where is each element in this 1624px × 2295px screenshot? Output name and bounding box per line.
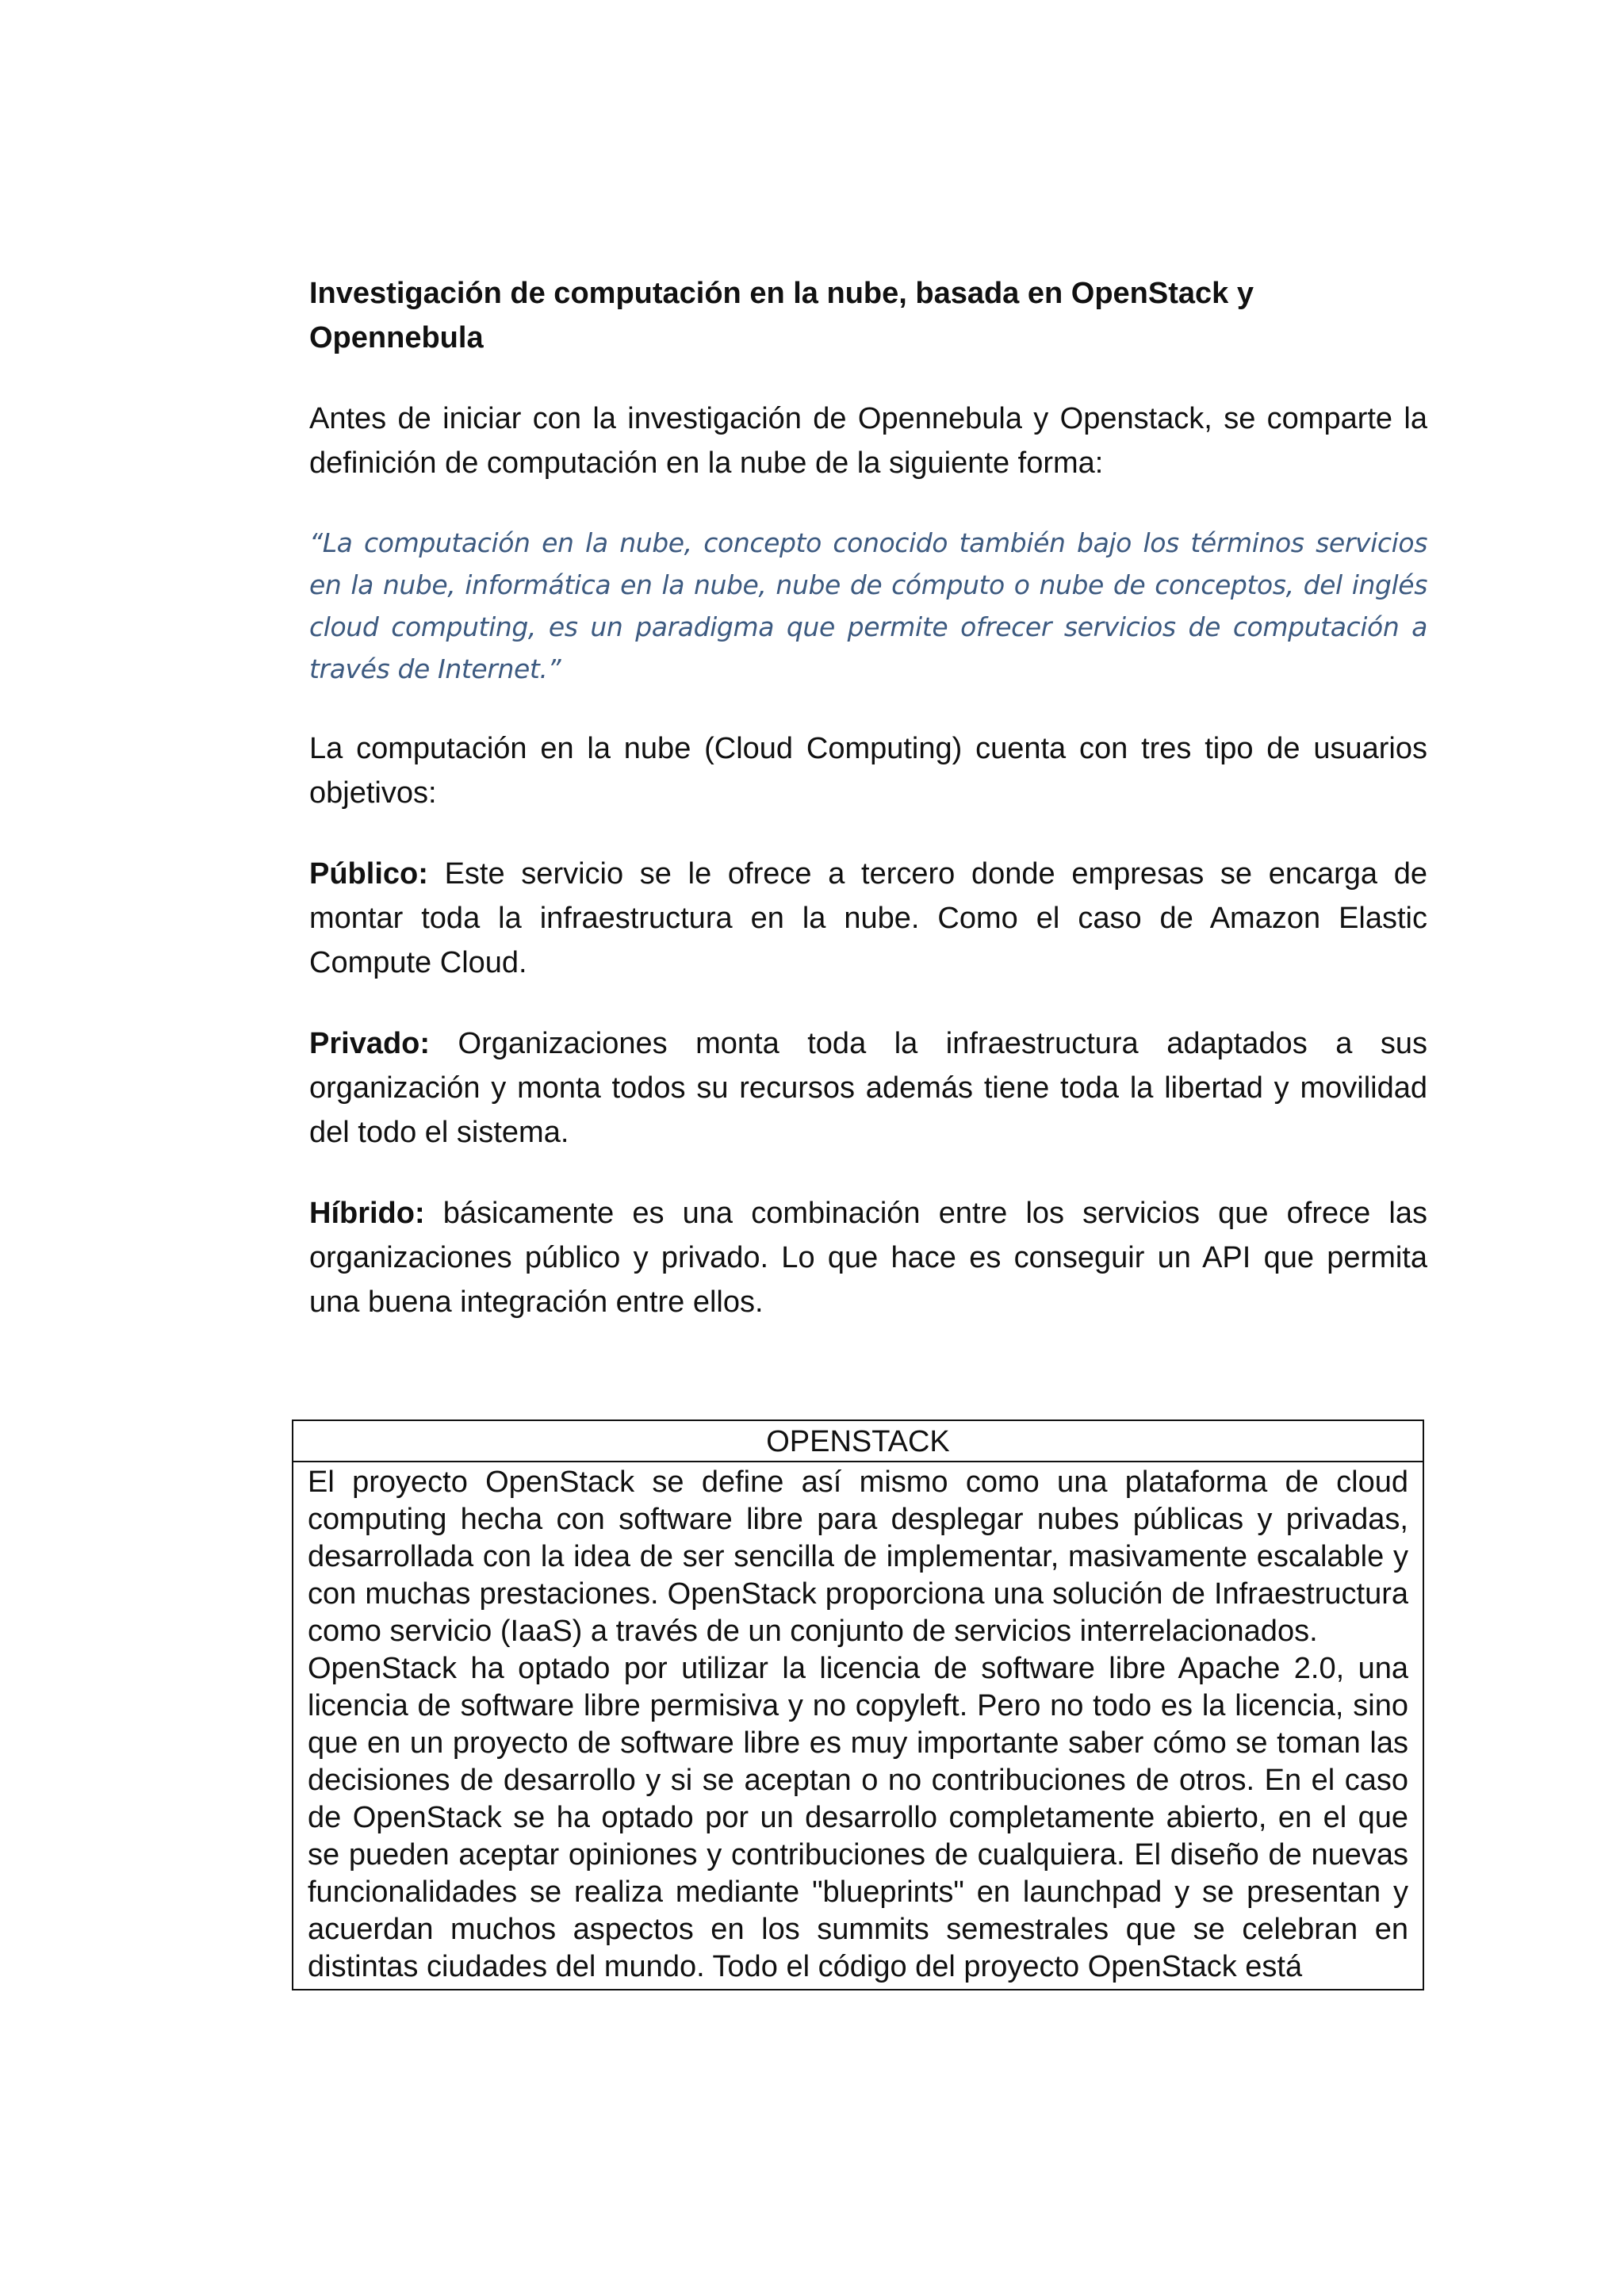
table-paragraph: OpenStack ha optado por utilizar la licencia de software libre Apache 2.0, una licencia de software libre permisiva y no copyleft. Pero no todo es la licencia, sino que en un proyecto de software libre es muy importante saber cómo se toman las decisiones de desarrollo y si se aceptan o no contribuciones de otros. En el caso de OpenStack se ha optado por un desarrollo completamente abierto, en el que se pueden aceptar opiniones y contribuciones de cualquiera. El diseño de nuevas funcionalidades se realiza mediante "blueprints" en launchpad y se presentan y acuerdan muchos aspectos en los summits semestrales que se celebran en distintas ciudades del mundo. Todo el código del proyecto OpenStack está [308, 1652, 1408, 1983]
document-body [309, 271, 1427, 1324]
user-type-label: Híbrido: [309, 1197, 425, 1230]
openstack-table [292, 1420, 1424, 1990]
user-type-private [309, 1021, 1427, 1155]
intro-paragraph: Antes de iniciar con la investigación de Opennebula y Openstack, se comparte la definición de computación en la nube de la siguiente forma: [309, 402, 1427, 480]
definition-quote: “La computación en la nube, concepto conocido también bajo los términos servicios en la nube, informática en la nube, nube de cómputo o nube de conceptos, del inglés cloud computing, es un paradigma que permite ofrecer servicios de computación a través de Internet.” [309, 527, 1427, 684]
user-type-text: Este servicio se le ofrece a tercero donde empresas se encarga de montar toda la infraestructura en la nube. Como el caso de Amazon Elastic Compute Cloud. [309, 857, 1427, 979]
table-paragraph: El proyecto OpenStack se define así mismo como una plataforma de cloud computing hecha con software libre para desplegar nubes públicas y privadas, desarrollada con la idea de ser sencilla de implementar, masivamente escalable y con muchas prestaciones. OpenStack proporciona una solución de Infraestructura como servicio (IaaS) a través de un conjunto de servicios interrelacionados. [308, 1466, 1408, 1648]
user-type-text: Organizaciones monta toda la infraestructura adaptados a sus organización y monta todos su recursos además tiene toda la libertad y movilidad del todo el sistema. [309, 1027, 1427, 1149]
user-type-label: Privado: [309, 1027, 431, 1060]
user-type-public [309, 852, 1427, 985]
table-header: OPENSTACK [293, 1421, 1423, 1462]
document-title: Investigación de computación en la nube, basada en OpenStack y Opennebula [309, 277, 1254, 354]
table-body [293, 1462, 1423, 1989]
users-intro-paragraph: La computación en la nube (Cloud Computing) cuenta con tres tipo de usuarios objetivos: [309, 732, 1427, 810]
user-type-label: Público: [309, 857, 428, 891]
user-type-hybrid [309, 1191, 1427, 1324]
user-type-text: básicamente es una combinación entre los servicios que ofrece las organizaciones público y privado. Lo que hace es conseguir un API que permita una buena integración entre ellos. [309, 1197, 1427, 1319]
